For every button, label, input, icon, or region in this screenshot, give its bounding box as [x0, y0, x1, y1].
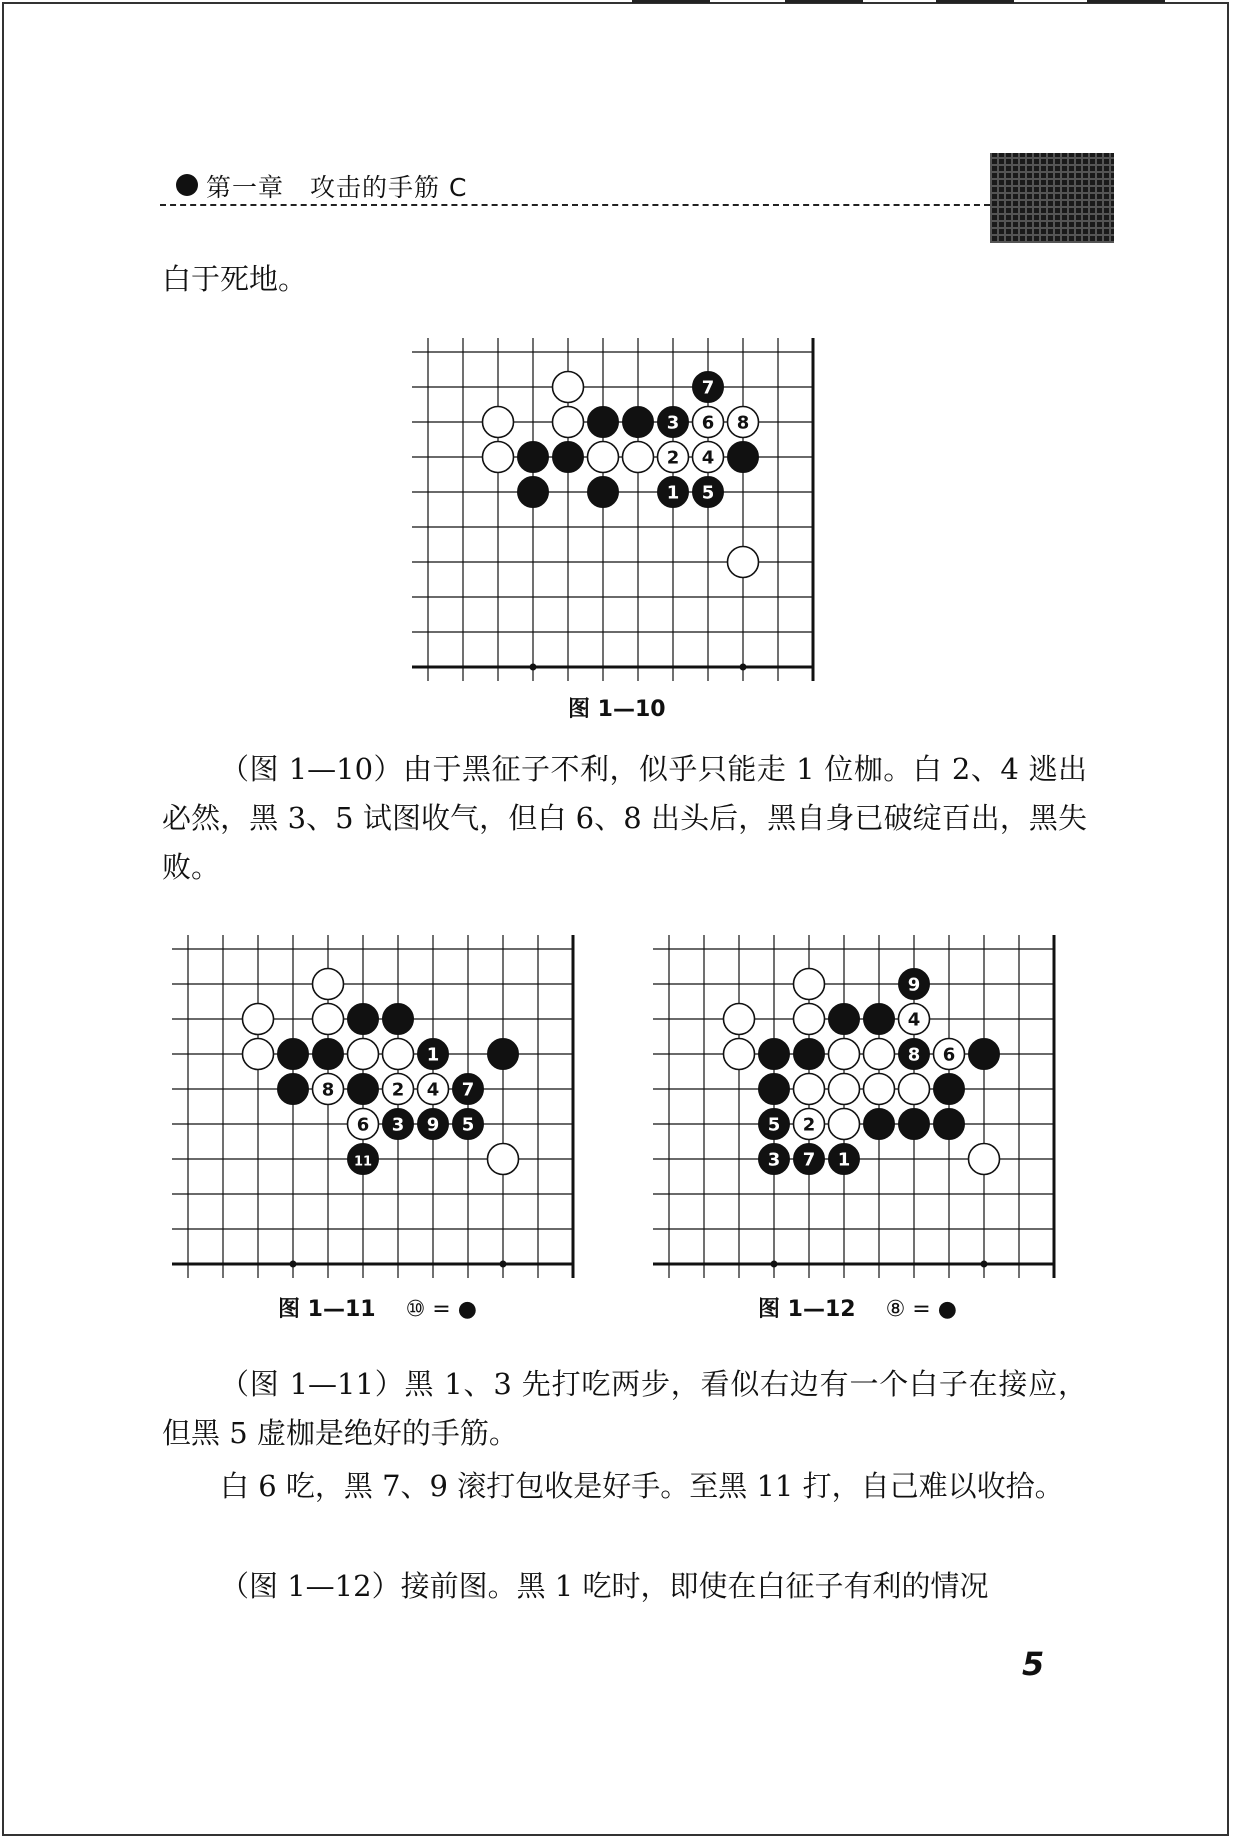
move-number: 2 — [391, 1079, 405, 1101]
white-stone — [864, 1074, 895, 1105]
paragraph: （图 1—10）由于黑征子不利，似乎只能走 1 位枷。白 2、4 逃出必然，黑 3、5 试图收气，但白 6、8 出头后，黑自身已破绽百出，黑失败。 — [162, 752, 1087, 884]
white-stone — [899, 1074, 930, 1105]
black-stone — [488, 1039, 519, 1070]
white-stone — [728, 407, 759, 438]
move-number: 4 — [907, 1009, 921, 1031]
black-stone — [623, 407, 654, 438]
black-stone — [794, 1144, 825, 1175]
black-stone — [278, 1074, 309, 1105]
black-stone — [728, 442, 759, 473]
black-stone — [829, 1004, 860, 1035]
black-stone — [934, 1109, 965, 1140]
figure-caption: 图 1—10 — [568, 697, 666, 722]
white-stone — [243, 1039, 274, 1070]
move-number: 3 — [666, 412, 680, 434]
move-number: 2 — [802, 1114, 816, 1136]
white-stone — [724, 1039, 755, 1070]
black-stone — [278, 1039, 309, 1070]
go-diagram-1-10 — [412, 338, 816, 674]
black-stone — [759, 1074, 790, 1105]
top-rule — [785, 0, 863, 3]
white-stone — [553, 372, 584, 403]
move-number: 4 — [701, 447, 715, 469]
move-number: 6 — [356, 1114, 370, 1136]
black-stone — [658, 477, 689, 508]
move-number: 5 — [461, 1114, 475, 1136]
white-stone — [794, 1074, 825, 1105]
move-number: 4 — [426, 1079, 440, 1101]
top-rule — [936, 0, 1014, 3]
move-number: 8 — [736, 412, 750, 434]
chapter-title: 第一章 攻击的手筋 C — [206, 173, 468, 202]
black-stone — [969, 1039, 1000, 1070]
star-point — [290, 1261, 297, 1268]
move-number: 3 — [391, 1114, 405, 1136]
black-stone — [588, 407, 619, 438]
white-stone — [969, 1144, 1000, 1175]
board-grid — [172, 935, 573, 1278]
move-number: 1 — [426, 1044, 440, 1066]
paragraph: 白 6 吃，黑 7、9 滚打包收是好手。至黑 11 打，自己难以收拾。 — [220, 1469, 1064, 1503]
header-rule — [160, 204, 990, 206]
black-stone — [518, 477, 549, 508]
black-stone — [418, 1039, 449, 1070]
go-diagram-1-11 — [172, 935, 576, 1271]
running-header — [160, 168, 975, 204]
white-stone — [243, 1004, 274, 1035]
white-stone — [899, 1004, 930, 1035]
figure-caption: 图 1—12 ⑧ = ● — [758, 1297, 957, 1322]
black-stone — [899, 1109, 930, 1140]
black-stone — [348, 1144, 379, 1175]
white-stone — [794, 1004, 825, 1035]
black-stone — [658, 407, 689, 438]
board-grid — [653, 935, 1054, 1278]
white-stone — [313, 1004, 344, 1035]
white-stone — [313, 969, 344, 1000]
move-number: 6 — [942, 1044, 956, 1066]
white-stone — [418, 1074, 449, 1105]
move-number: 7 — [461, 1079, 475, 1101]
white-stone — [934, 1039, 965, 1070]
black-stone — [418, 1109, 449, 1140]
black-stone — [553, 442, 584, 473]
black-stone — [794, 1039, 825, 1070]
move-number: 9 — [907, 974, 921, 996]
move-number: 8 — [321, 1079, 335, 1101]
black-stone — [759, 1109, 790, 1140]
move-number: 8 — [907, 1044, 921, 1066]
page-number: 5 — [1022, 1645, 1045, 1683]
star-point — [500, 1261, 507, 1268]
white-stone — [348, 1109, 379, 1140]
white-stone — [864, 1039, 895, 1070]
white-stone — [623, 442, 654, 473]
white-stone — [488, 1144, 519, 1175]
white-stone — [313, 1074, 344, 1105]
top-rule — [1087, 0, 1165, 3]
move-number: 11 — [353, 1154, 373, 1170]
black-stone — [588, 477, 619, 508]
move-number: 7 — [701, 377, 715, 399]
white-stone — [829, 1074, 860, 1105]
white-stone — [383, 1074, 414, 1105]
white-stone — [588, 442, 619, 473]
black-stone — [759, 1039, 790, 1070]
white-stone — [794, 1109, 825, 1140]
white-stone — [693, 407, 724, 438]
black-stone — [899, 1039, 930, 1070]
move-number: 5 — [701, 482, 715, 504]
black-stone — [899, 969, 930, 1000]
black-stone — [864, 1004, 895, 1035]
white-stone — [693, 442, 724, 473]
white-stone — [794, 969, 825, 1000]
white-stone — [724, 1004, 755, 1035]
move-number: 6 — [701, 412, 715, 434]
white-stone — [383, 1039, 414, 1070]
star-point — [530, 664, 537, 671]
white-stone — [483, 442, 514, 473]
paragraph: （图 1—11）黑 1、3 先打吃两步，看似右边有一个白子在接应，但黑 5 虚枷是绝好的手筋。 — [162, 1367, 1087, 1450]
move-number: 1 — [666, 482, 680, 504]
black-stone — [453, 1074, 484, 1105]
black-stone — [864, 1109, 895, 1140]
intro-text: 白于死地。 — [162, 262, 308, 296]
white-stone — [348, 1039, 379, 1070]
move-number: 2 — [666, 447, 680, 469]
black-stone — [383, 1109, 414, 1140]
move-number: 1 — [837, 1149, 851, 1171]
move-number: 9 — [426, 1114, 440, 1136]
bullet-icon — [176, 174, 198, 196]
black-stone — [383, 1004, 414, 1035]
white-stone — [728, 547, 759, 578]
black-stone — [693, 372, 724, 403]
black-stone — [518, 442, 549, 473]
star-point — [981, 1261, 988, 1268]
move-number: 7 — [802, 1149, 816, 1171]
black-stone — [934, 1074, 965, 1105]
black-stone — [348, 1074, 379, 1105]
black-stone — [693, 477, 724, 508]
move-number: 5 — [767, 1114, 781, 1136]
star-point — [740, 664, 747, 671]
board-grid — [412, 338, 813, 681]
white-stone — [553, 407, 584, 438]
figure-caption: 图 1—11 ⑩ = ● — [278, 1297, 477, 1322]
black-stone — [453, 1109, 484, 1140]
paragraph: （图 1—12）接前图。黑 1 吃时，即使在白征子有利的情况 — [220, 1569, 989, 1603]
black-stone — [829, 1144, 860, 1175]
go-board-thumbnail-icon — [990, 153, 1114, 243]
black-stone — [759, 1144, 790, 1175]
star-point — [771, 1261, 778, 1268]
black-stone — [348, 1004, 379, 1035]
move-number: 3 — [767, 1149, 781, 1171]
white-stone — [483, 407, 514, 438]
white-stone — [658, 442, 689, 473]
go-diagram-1-12 — [653, 935, 1057, 1271]
white-stone — [829, 1039, 860, 1070]
black-stone — [313, 1039, 344, 1070]
top-rule — [632, 0, 710, 3]
white-stone — [829, 1109, 860, 1140]
